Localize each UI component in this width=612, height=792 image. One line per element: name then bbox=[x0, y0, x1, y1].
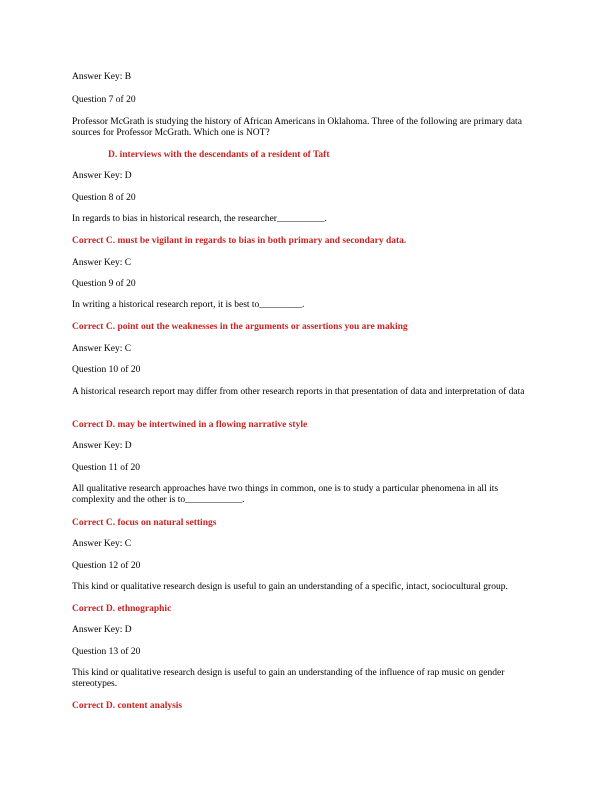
question-number: Question 7 of 20 bbox=[72, 95, 136, 105]
question-number: Question 10 of 20 bbox=[72, 365, 141, 375]
answer-key: Answer Key: C bbox=[72, 344, 132, 354]
answer-choice: D. interviews with the descendants of a resident of Taft bbox=[108, 150, 330, 160]
question-text: Professor McGrath is studying the history of African Americans in Oklahoma. Three of the following are primary data sources for Professor McGrath. Which one is NOT? bbox=[72, 117, 522, 138]
question-text: In regards to bias in historical research, the researcher__________. bbox=[72, 214, 327, 224]
question-number: Question 8 of 20 bbox=[72, 193, 136, 203]
answer-key: Answer Key: D bbox=[72, 441, 132, 451]
question-text: In writing a historical research report, it is best to_________. bbox=[72, 300, 305, 310]
question-number: Question 9 of 20 bbox=[72, 279, 136, 289]
answer-key: Answer Key: C bbox=[72, 539, 132, 549]
correct-answer: Correct C. focus on natural settings bbox=[72, 518, 217, 528]
question-number: Question 12 of 20 bbox=[72, 561, 141, 571]
question-text: This kind or qualitative research design is useful to gain an understanding of a specific, intact, sociocultural group. bbox=[72, 582, 508, 592]
question-number: Question 13 of 20 bbox=[72, 647, 141, 657]
correct-answer: Correct D. ethnographic bbox=[72, 604, 172, 614]
answer-key: Answer Key: C bbox=[72, 258, 132, 268]
correct-answer: Correct D. may be intertwined in a flowing narrative style bbox=[72, 420, 308, 430]
question-text: A historical research report may differ from other research reports in that presentation of data and interpretation of data bbox=[72, 387, 525, 397]
correct-answer: Correct C. must be vigilant in regards to bias in both primary and secondary data. bbox=[72, 236, 407, 246]
answer-key: Answer Key: D bbox=[72, 171, 132, 181]
correct-answer: Correct C. point out the weaknesses in the arguments or assertions you are making bbox=[72, 322, 408, 332]
answer-key: Answer Key: B bbox=[72, 72, 132, 82]
question-number: Question 11 of 20 bbox=[72, 463, 140, 473]
correct-answer: Correct D. content analysis bbox=[72, 701, 183, 711]
question-text: This kind or qualitative research design is useful to gain an understanding of the influence of rap music on gender stereotypes. bbox=[72, 668, 505, 689]
answer-key: Answer Key: D bbox=[72, 625, 132, 635]
question-text: All qualitative research approaches have two things in common, one is to study a particular phenomena in all its complexity and the other is to____________. bbox=[72, 484, 499, 505]
